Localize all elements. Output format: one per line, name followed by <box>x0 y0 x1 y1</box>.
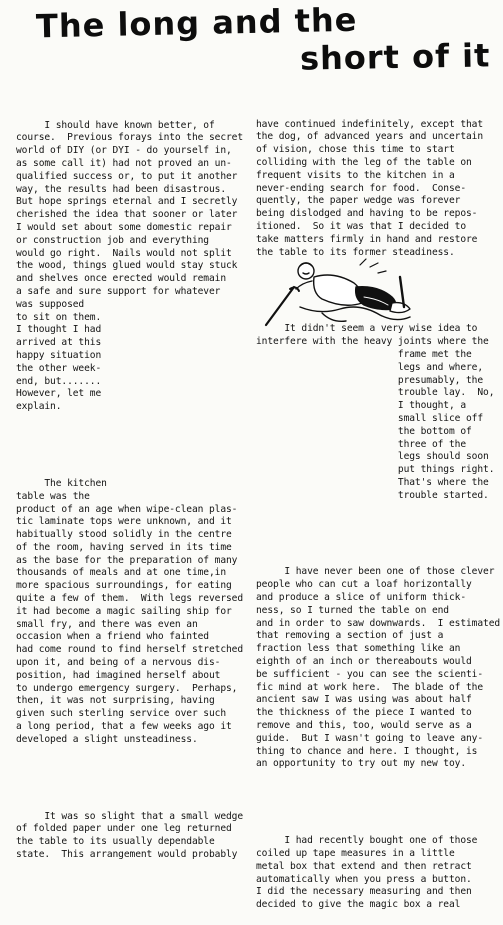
paragraph-2: The kitchen table was the product of an age when wipe-clean plas- tic laminate tops were unknown, and it habitually stood solidly in the centre of the room, having served in its time as the base for the preparation of many thousands of meals and at one time,in more spacious surroundings, for eating quite a few of them. With legs reversed it had become a magic sailing ship for small fry, and there was even an occasion when a friend who fainted had come round to find herself stretched upon it, and being of a nervous dis- position, had imagined herself about to undergo emergency surgery. Perhaps, then, it was not surprising, having given such sterling service over such a long period, that a few weeks ago it developed a slight unsteadiness. <box>16 477 244 745</box>
title-line-1: The long and the <box>35 0 358 46</box>
fallen-man-illustration <box>260 247 420 332</box>
article-title <box>0 0 503 82</box>
left-column <box>16 94 254 875</box>
paragraph-6: I have never been one of those clever people who can cut a loaf horizontally and produce a slice of uniform thick- ness, so I turned the table on end and in order to saw downwards. I estimated that removing a section of just a fraction less that something like an eighth of an inch or thereabouts would be sufficient - you can see the scienti- fic mind at work here. The blade of the ancient saw I was using was about half the thickness of the piece I wanted to remove and this, too, would serve as a guide. But I wasn't going to leave any- thing to chance and here. I thought, is an opportunity to try out my new toy. <box>256 566 501 770</box>
paragraph-3: It was so slight that a small wedge of folded paper under one leg returned the table to its usually dependable state. This arrangement would probably <box>16 810 244 861</box>
title-line-2: short of it <box>299 36 491 78</box>
paragraph-1: I should have known better, of course. Previous forays into the secret world of DIY (or DYI - do yourself in, as some call it) had not proved an un- qualified success or, to put it another way, the results had been disastrous. But hope springs eternal and I secretly cherished the idea that sooner or later I would set about some domestic repair or construction job and everything would go right. Nails would not split the wood, things glued would stay stuck and shelves once erected would remain a safe and sure support for whatever was supposed to sit on them. I thought I had arrived at this happy situation the other week- end, but....... However, let me explain. <box>16 119 244 413</box>
paragraph-4: have continued indefinitely, except that the dog, of advanced years and uncertain of vision, chose this time to start colliding with the leg of the table on frequent visits to the kitchen in a never-ending search for food. Conse- quently, the paper wedge was forever being dislodged and having to be repos- itioned. So it was that I decided to take matters firmly in hand and restore the table to its former steadiness. <box>256 118 484 258</box>
right-column <box>256 93 501 925</box>
paragraph-5: It didn't seem a very wise idea to interfere with the heavy joints where the frame met the legs and where, presumably, the trouble lay. No, I thought, a small slice off the bottom of three of the legs should soon put things right. That's where the trouble started. <box>256 323 495 501</box>
paragraph-7: I had recently bought one of those coiled up tape measures in a little metal box that extend and then retract automatically when you press a button. I did the necessary measuring and then decided to give the magic box a real <box>256 835 478 911</box>
